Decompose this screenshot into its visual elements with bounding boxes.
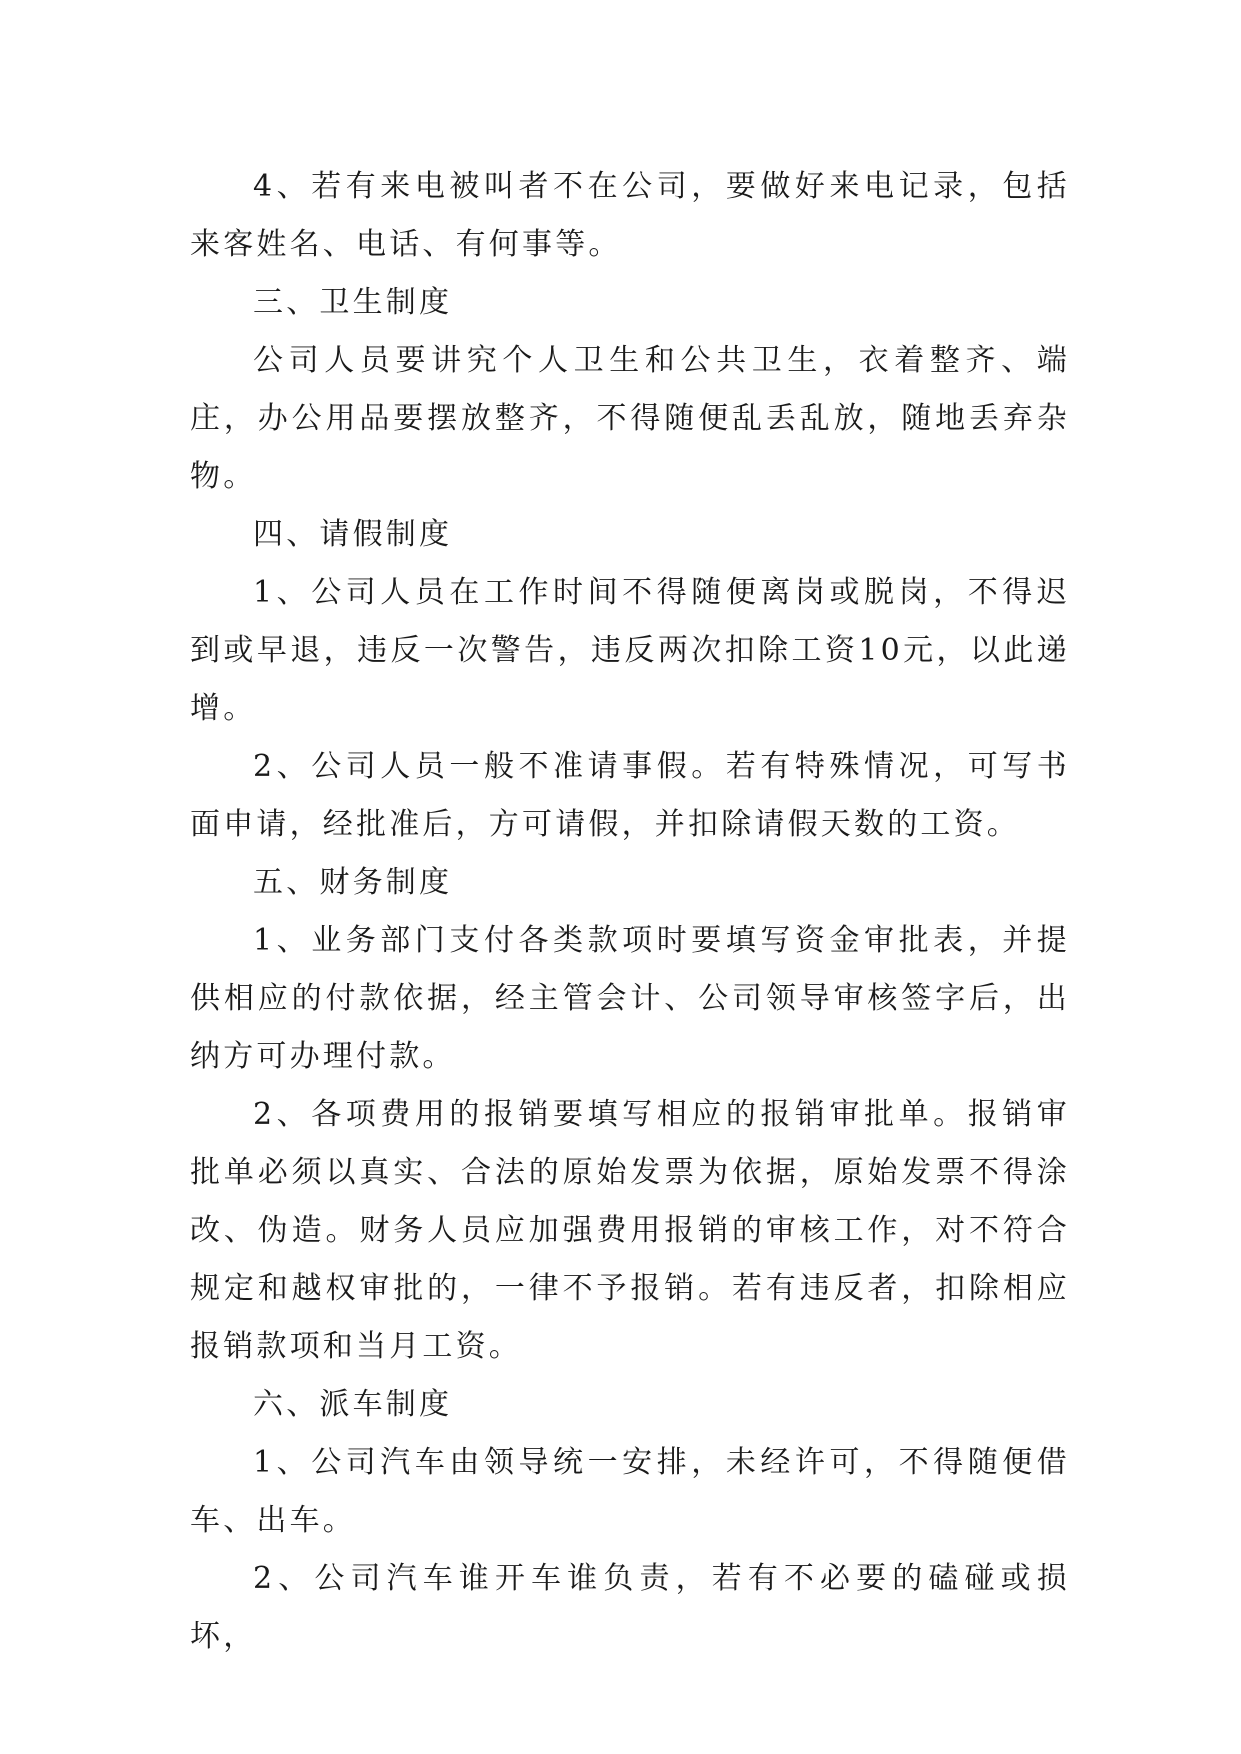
document-body (190, 158, 1070, 1666)
paragraph-finance-2: 2、各项费用的报销要填写相应的报销审批单。报销审批单必须以真实、合法的原始发票为依据，原始发票不得涂改、伪造。财务人员应加强费用报销的审核工作，对不符合规定和越权审批的，一律不予报销。若有违反者，扣除相应报销款项和当月工资。 (190, 1097, 1070, 1364)
paragraph-vehicle-1: 1、公司汽车由领导统一安排，未经许可，不得随便借车、出车。 (190, 1445, 1070, 1538)
paragraph-finance-1: 1、业务部门支付各类款项时要填写资金审批表，并提供相应的付款依据，经主管会计、公司领导审核签字后，出纳方可办理付款。 (190, 923, 1070, 1074)
paragraph-hygiene: 公司人员要讲究个人卫生和公共卫生，衣着整齐、端庄，办公用品要摆放整齐，不得随便乱丢乱放，随地丢弃杂物。 (190, 343, 1070, 494)
heading-hygiene-policy: 三、卫生制度 (253, 285, 453, 320)
paragraph-phone-record: 4、若有来电被叫者不在公司，要做好来电记录，包括来客姓名、电话、有何事等。 (190, 169, 1070, 262)
paragraph-leave-2: 2、公司人员一般不准请事假。若有特殊情况，可写书面申请，经批准后，方可请假，并扣除请假天数的工资。 (190, 749, 1070, 842)
heading-finance-policy: 五、财务制度 (253, 865, 453, 900)
heading-leave-policy: 四、请假制度 (253, 517, 453, 552)
paragraph-vehicle-2: 2、公司汽车谁开车谁负责，若有不必要的磕碰或损坏， (190, 1561, 1070, 1654)
heading-vehicle-policy: 六、派车制度 (253, 1387, 453, 1422)
paragraph-leave-1: 1、公司人员在工作时间不得随便离岗或脱岗，不得迟到或早退，违反一次警告，违反两次扣除工资10元，以此递增。 (190, 575, 1070, 726)
